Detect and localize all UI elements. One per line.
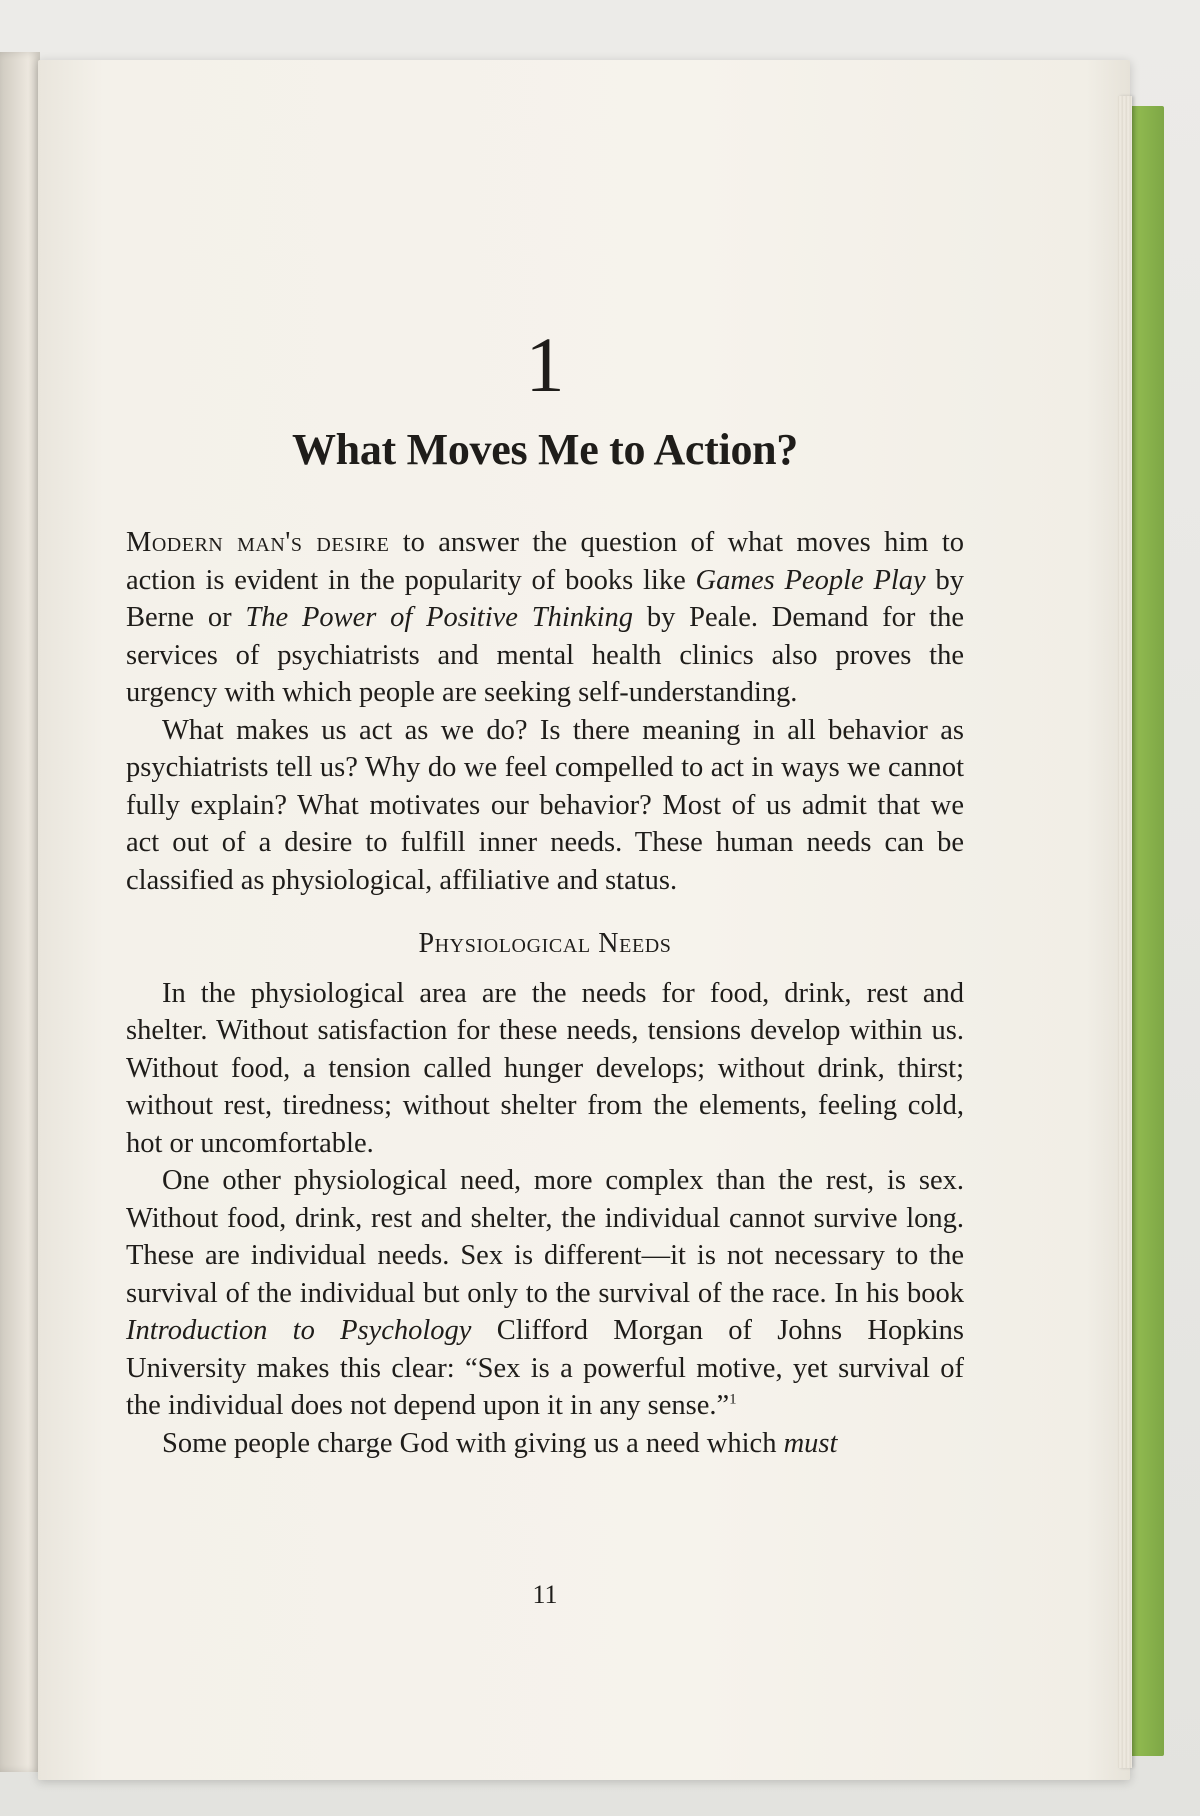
text-run: to answer the question of what moves him to action is evident in the popularity of books like <box>126 527 964 596</box>
page-text <box>126 300 964 1462</box>
lead-in-caps: Modern man's desire <box>126 527 390 558</box>
text-run: In the physiological area are the needs for food, drink, rest and shelter. Without satisfaction for these needs, tensions develop within us. Without food, a tension called hunger develops; without drink, thirst; without rest, tiredness; without shelter from the elements, feeling cold, hot or uncomfortable. <box>126 977 964 1159</box>
chapter-title: What Moves Me to Action? <box>291 425 799 474</box>
text-run: by Berne or <box>126 564 964 633</box>
text-run: What makes us act as we do? Is there meaning in all behavior as psychiatrists tell us? Why do we feel compelled to act in ways we cannot fully explain? What motivates our behavior? Most of us admit that we act out of a desire to fulfill inner needs. These human needs can be classified as physiological, affiliative and status. <box>126 714 964 896</box>
page-stack-edge <box>1118 96 1132 1768</box>
footnote-marker: 1 <box>729 1391 737 1408</box>
paragraph-2 <box>126 712 964 900</box>
text-run: Clifford Morgan of Johns Hopkins University makes this clear: “Sex is a powerful motive, yet survival of the individual does not depend upon it in any sense.” <box>126 1315 964 1421</box>
italic-title: The Power of Positive Thinking <box>245 602 634 633</box>
italic-title: Introduction to Psychology <box>126 1315 472 1346</box>
page-number: 11 <box>532 1580 558 1609</box>
chapter-number: 1 <box>525 321 565 408</box>
section-heading: Physiological Needs <box>418 928 672 959</box>
italic-title: Games People Play <box>695 564 926 596</box>
italic-title: must <box>783 1427 838 1459</box>
paragraph-3 <box>126 975 964 1163</box>
paragraph-4 <box>126 1162 964 1425</box>
text-run: by Peale. Demand for the services of psychiatrists and mental health clinics also proves the urgency with which people are seeking self-understanding. <box>126 602 964 708</box>
text-run: One other physiological need, more complex than the rest, is sex. Without food, drink, rest and shelter, the individual cannot survive long. These are individual needs. Sex is different—it is not necessary to the survival of the individual but only to the survival of the race. In his book <box>126 1165 964 1309</box>
facing-page-edge <box>0 52 40 1772</box>
paragraph-1 <box>126 524 964 712</box>
paragraph-5 <box>126 1425 964 1463</box>
text-run: Some people charge God with giving us a need which <box>162 1427 784 1459</box>
